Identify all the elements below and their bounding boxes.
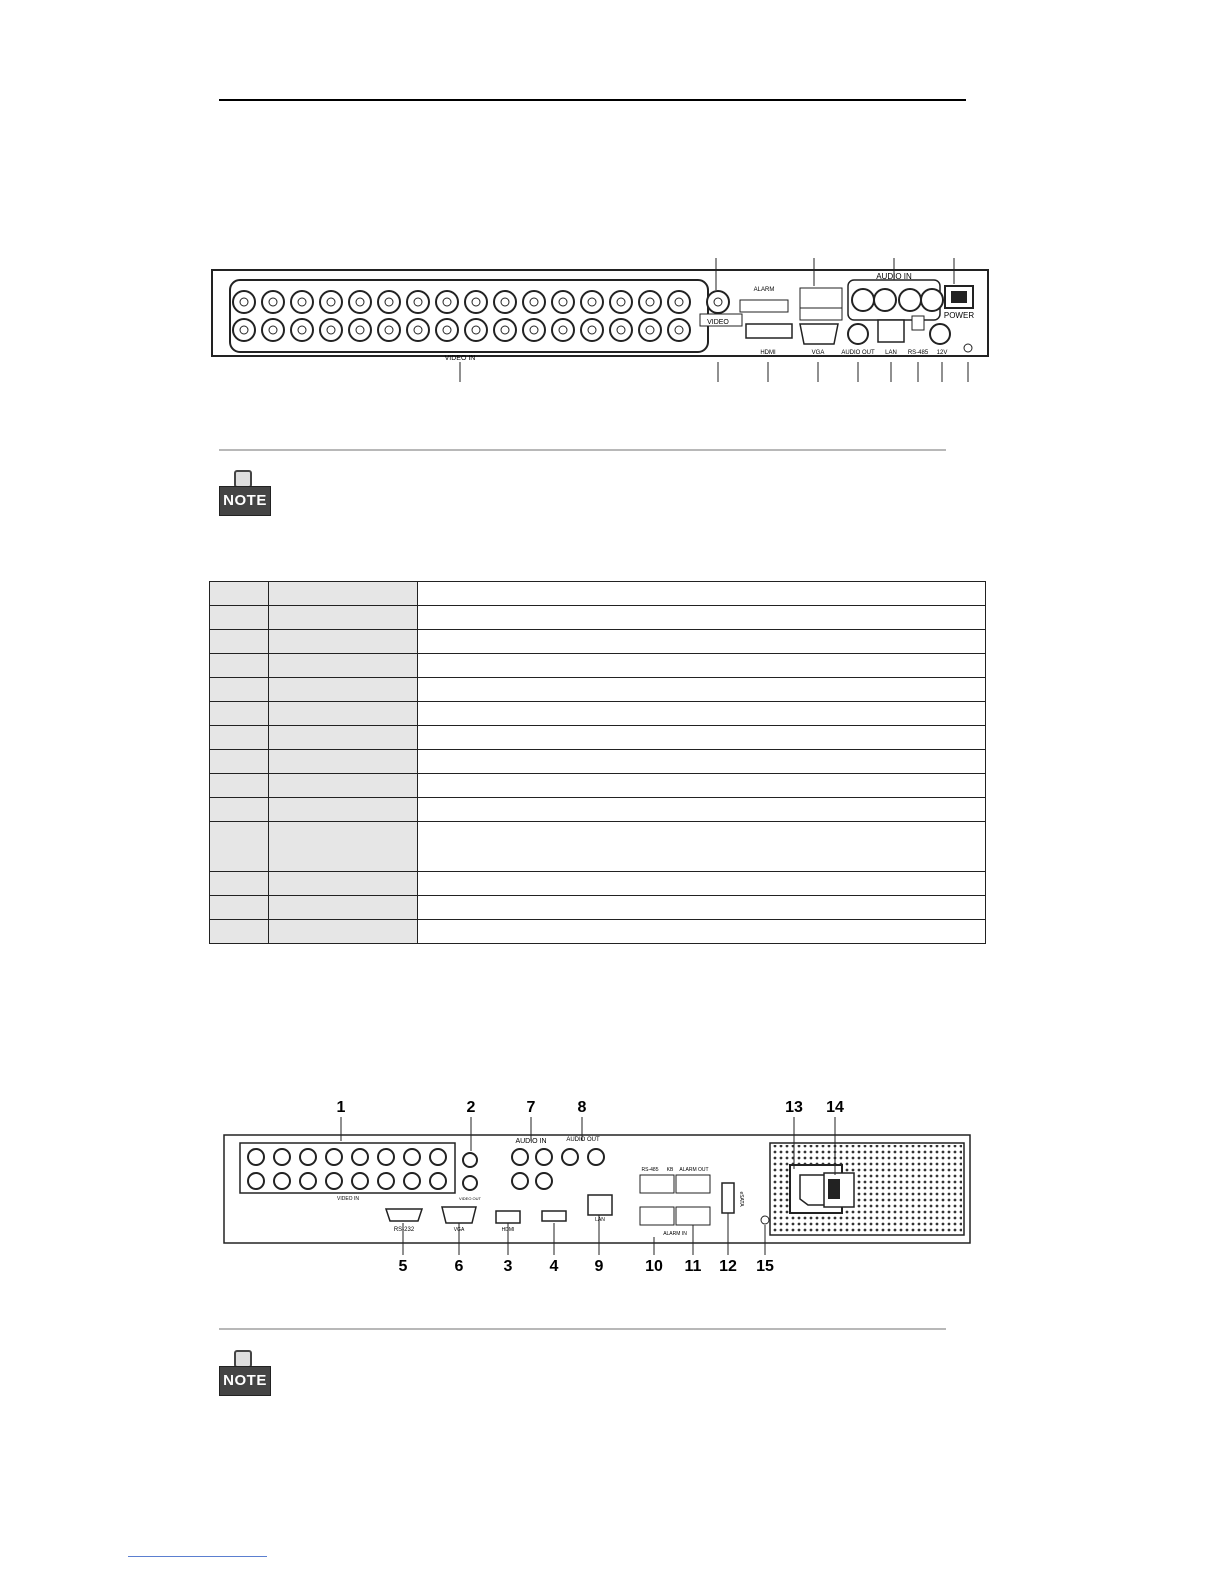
vga-label: VGA [811,350,825,356]
table-row [210,630,986,654]
table-cell [210,774,269,798]
table-cell [210,920,269,944]
table-cell [269,774,418,798]
alarm-in-label: ALARM IN [663,1231,687,1237]
table-cell [418,654,986,678]
video-out-label-2: VIDEO OUT [458,1196,482,1201]
callout-number: 2 [466,1099,476,1116]
table-cell [418,582,986,606]
table-cell [210,678,269,702]
table-cell [418,920,986,944]
table-cell [210,606,269,630]
table-cell [210,726,269,750]
table-row [210,822,986,872]
power-in-label: 12V [936,350,948,356]
header-rule [219,99,966,101]
bnc-connector [326,1149,342,1165]
callout-number: 12 [719,1258,737,1275]
bnc-connector [352,1173,368,1189]
vga-label-2: VGA [453,1227,465,1233]
table-row [210,606,986,630]
table-cell [210,654,269,678]
table-row [210,750,986,774]
table-row [210,798,986,822]
table-row [210,678,986,702]
table-cell [210,896,269,920]
bnc-connector [300,1173,316,1189]
rear-panel-diagram-1 [210,250,990,390]
esata-label: eSATA [738,1191,744,1207]
table-cell [210,750,269,774]
table-cell [418,606,986,630]
table-cell [210,702,269,726]
table-cell [269,606,418,630]
table-row [210,872,986,896]
callout-number: 8 [577,1099,587,1116]
table-row [210,920,986,944]
callout-number: 9 [594,1258,604,1275]
rear-panel-diagram-2 [220,1095,975,1280]
bnc-connector [300,1149,316,1165]
table-cell [269,872,418,896]
table-cell [210,582,269,606]
kb-label: KB [666,1167,674,1173]
power-label: POWER [943,311,975,320]
bnc-connector [248,1149,264,1165]
callout-number: 3 [503,1258,513,1275]
table-cell [269,702,418,726]
bnc-connector [352,1149,368,1165]
section-rule-2 [219,1328,946,1330]
video-in-label-2: VIDEO IN [337,1196,359,1202]
table-cell [269,750,418,774]
table-cell [418,822,986,872]
bnc-connector [274,1173,290,1189]
audio-in-label: AUDIO IN [876,272,912,281]
video-in-label: VIDEO IN [444,355,476,362]
table-cell [418,872,986,896]
table-cell [269,896,418,920]
audio-out-label-2: AUDIO OUT [566,1137,600,1143]
table-cell [418,750,986,774]
callout-number: 5 [398,1258,408,1275]
lan-label-2: LAN [595,1217,605,1223]
callout-number: 4 [549,1258,559,1275]
table-cell [269,582,418,606]
table-cell [418,630,986,654]
bnc-connector [326,1173,342,1189]
table-cell [269,726,418,750]
table-cell [269,654,418,678]
table-cell [418,774,986,798]
audio-in-label-2: AUDIO IN [515,1138,547,1145]
callout-number: 7 [526,1099,536,1116]
bnc-connector [430,1149,446,1165]
note-icon-2: NOTE [219,1350,271,1396]
bnc-connector [248,1173,264,1189]
table-cell [269,678,418,702]
bnc-connector [404,1149,420,1165]
table-cell [269,920,418,944]
alarm-out-label: ALARM OUT [679,1167,709,1173]
rs232-label: RS-232 [393,1227,415,1233]
table-cell [210,872,269,896]
callout-number: 13 [785,1099,803,1116]
table-cell [418,726,986,750]
rs485-label: RS-485 [907,350,929,356]
callout-number: 14 [826,1099,844,1116]
table-row [210,774,986,798]
audio-out-label: AUDIO OUT [841,350,875,356]
table-cell [269,798,418,822]
callout-number: 1 [336,1099,346,1116]
table-cell [210,798,269,822]
table-row [210,702,986,726]
table-cell [269,822,418,872]
hdmi-label-2: HDMI [501,1227,515,1233]
callout-number: 11 [684,1258,702,1275]
table-cell [418,702,986,726]
table-row [210,726,986,750]
rs485-label-2: RS-485 [641,1167,659,1173]
video-out-label: VIDEO [707,319,729,326]
table-row [210,896,986,920]
table-cell [418,896,986,920]
table-cell [210,630,269,654]
callout-number: 15 [756,1258,774,1275]
bnc-connector [378,1149,394,1165]
table-cell [210,822,269,872]
footer-rule [128,1556,267,1557]
callout-number: 6 [454,1258,464,1275]
note-icon: NOTE [219,470,271,516]
section-rule-1 [219,449,946,451]
table-cell [418,678,986,702]
table-row [210,654,986,678]
table-cell [269,630,418,654]
bnc-connector [378,1173,394,1189]
lan-label: LAN [885,350,897,356]
table-cell [418,798,986,822]
table-row [210,582,986,606]
hdmi-label: HDMI [760,350,776,356]
bnc-connector [274,1149,290,1165]
connector-table [209,581,986,944]
callout-number: 10 [645,1258,663,1275]
bnc-connector [430,1173,446,1189]
bnc-connector [404,1173,420,1189]
alarm-label: ALARM [753,287,775,293]
